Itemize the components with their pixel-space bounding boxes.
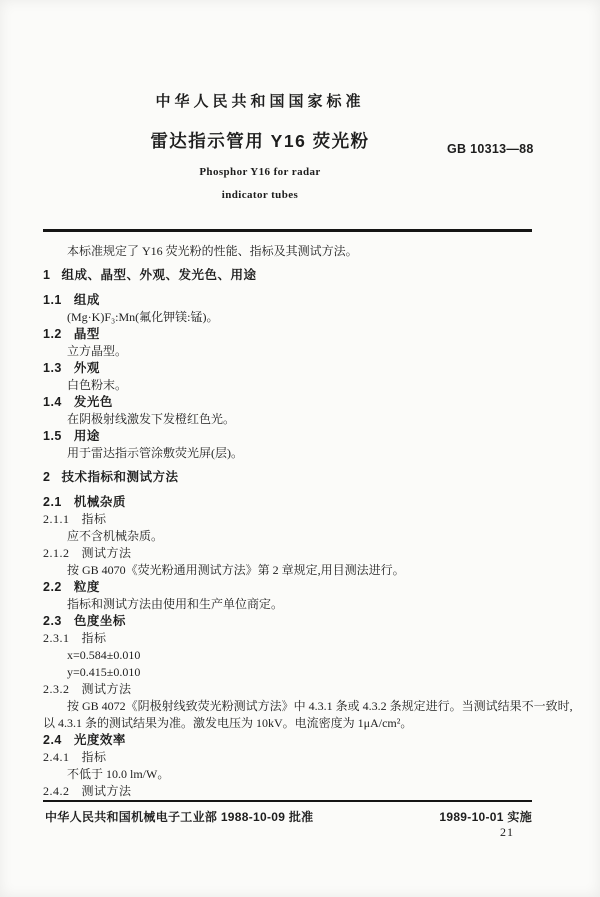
- clause-number: 2: [43, 470, 51, 484]
- english-title-line1: Phosphor Y16 for radar: [199, 166, 321, 178]
- standard-number: GB 10313—88: [447, 142, 534, 156]
- line-text: 色度坐标: [73, 614, 126, 628]
- footer-rule: [43, 800, 532, 802]
- clause-number: 2.3.2: [43, 682, 70, 696]
- document-body: [43, 243, 573, 800]
- line-text: 以 4.3.1 条的测试结果为准。激发电压为 10kV。电流密度为 1μA/cm²。: [43, 716, 413, 730]
- clause-number: 1: [43, 268, 51, 282]
- line-text: 按 GB 4072《阴极射线致荧光粉测试方法》中 4.3.1 条或 4.3.2 条规定进行。当测试结果不一致时,: [67, 699, 573, 713]
- subsection-heading: [43, 732, 558, 749]
- line-text: 用途: [73, 429, 100, 443]
- clause-number: 2.1: [43, 495, 62, 509]
- line-text: 组成: [73, 293, 100, 307]
- line-text: 立方晶型。: [67, 344, 128, 358]
- clause-heading: [43, 783, 558, 800]
- line-text: 光度效率: [73, 733, 126, 747]
- line-text: 白色粉末。: [67, 378, 128, 392]
- line-text: 指标: [81, 512, 107, 526]
- english-title-line2: indicator tubes: [221, 189, 299, 201]
- clause-number: 2.3: [43, 614, 62, 628]
- clause-heading: [43, 630, 558, 647]
- line-text: 在阴极射线激发下发橙红色光。: [67, 412, 236, 426]
- line-text: x=0.584±0.010: [67, 648, 141, 662]
- paragraph-line: [43, 343, 558, 360]
- subsection-heading: [43, 326, 558, 343]
- line-text: 测试方法: [81, 784, 132, 798]
- clause-number: 1.4: [43, 395, 62, 409]
- formula-line: [43, 664, 558, 681]
- subsection-heading: [43, 613, 558, 630]
- subsection-heading: [43, 292, 558, 309]
- paragraph-line: [43, 411, 558, 428]
- subsection-heading: [43, 579, 558, 596]
- line-text: (Mg·K)F₃:Mn(氟化钾镁:锰)。: [67, 310, 219, 324]
- national-standard-label: 中华人民共和国国家标准: [155, 93, 365, 110]
- clause-number: 2.4.2: [43, 784, 70, 798]
- subsection-heading: [43, 494, 558, 511]
- line-text: 不低于 10.0 lm/W。: [67, 767, 170, 781]
- clause-number: 2.4: [43, 733, 62, 747]
- document-title: 雷达指示管用 Y16 荧光粉: [150, 131, 370, 151]
- line-text: 测试方法: [81, 546, 132, 560]
- subsection-heading: [43, 394, 558, 411]
- clause-number: 2.2: [43, 580, 62, 594]
- line-text: 用于雷达指示管涂敷荧光屏(层)。: [67, 446, 243, 460]
- clause-number: 2.4.1: [43, 750, 70, 764]
- clause-heading: [43, 681, 558, 698]
- line-text: 指标: [81, 631, 107, 645]
- formula-line: [43, 647, 558, 664]
- clause-number: 2.1.2: [43, 546, 70, 560]
- paragraph-line: [43, 377, 558, 394]
- subsection-heading: [43, 428, 558, 445]
- line-text: 测试方法: [81, 682, 132, 696]
- clause-heading: [43, 545, 558, 562]
- line-text: 机械杂质: [73, 495, 126, 509]
- clause-heading: [43, 749, 558, 766]
- header-rule: [43, 229, 532, 232]
- clause-number: 2.3.1: [43, 631, 70, 645]
- line-text: 发光色: [73, 395, 113, 409]
- paragraph-continuation: [43, 715, 558, 732]
- paragraph-line: [43, 698, 573, 715]
- line-text: 粒度: [73, 580, 100, 594]
- paragraph-line: [43, 445, 558, 462]
- line-text: 指标和测试方法由使用和生产单位商定。: [67, 597, 284, 611]
- approval-note: 中华人民共和国机械电子工业部 1988-10-09 批准: [45, 810, 314, 824]
- line-text: 本标准规定了 Y16 荧光粉的性能、指标及其测试方法。: [67, 244, 358, 258]
- clause-number: 1.3: [43, 361, 62, 375]
- subsection-heading: [43, 360, 558, 377]
- paragraph-line: [43, 528, 558, 545]
- paragraph-line: [43, 766, 558, 783]
- page-number: 21: [500, 825, 514, 839]
- clause-number: 1.5: [43, 429, 62, 443]
- clause-number: 1.2: [43, 327, 62, 341]
- paragraph-line: [43, 596, 558, 613]
- section-heading: [43, 469, 558, 486]
- line-text: 技术指标和测试方法: [61, 470, 179, 484]
- section-heading: [43, 267, 558, 284]
- clause-heading: [43, 511, 558, 528]
- line-text: 指标: [81, 750, 107, 764]
- line-text: 应不含机械杂质。: [67, 529, 164, 543]
- clause-number: 1.1: [43, 293, 62, 307]
- line-text: 晶型: [73, 327, 100, 341]
- implementation-note: 1989-10-01 实施: [439, 810, 532, 824]
- clause-number: 2.1.1: [43, 512, 70, 526]
- line-text: 组成、晶型、外观、发光色、用途: [61, 268, 257, 282]
- line-text: 按 GB 4070《荧光粉通用测试方法》第 2 章规定,用目测法进行。: [67, 563, 405, 577]
- paragraph-line: [43, 562, 558, 579]
- paragraph-line: [43, 243, 558, 260]
- line-text: y=0.415±0.010: [67, 665, 141, 679]
- line-text: 外观: [73, 361, 100, 375]
- paragraph-line: [43, 309, 558, 326]
